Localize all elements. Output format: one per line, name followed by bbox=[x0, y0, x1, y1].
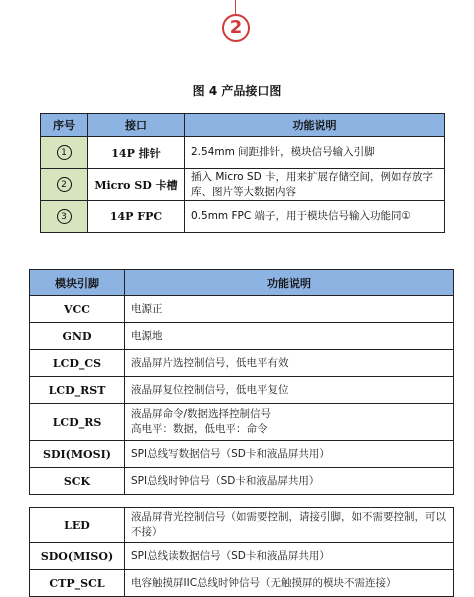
pin-desc-cell: 电容触摸屏IIC总线时钟信号（无触摸屏的模块不需连接） bbox=[125, 570, 454, 597]
row-number-cell bbox=[41, 137, 88, 169]
table-row bbox=[30, 508, 454, 543]
pin-name-cell: SDI(MOSI) bbox=[30, 441, 125, 468]
pin-desc-cell bbox=[125, 404, 454, 441]
header-function: 功能说明 bbox=[185, 114, 445, 137]
pin-table bbox=[29, 269, 454, 495]
table-row bbox=[30, 404, 454, 441]
table-row bbox=[30, 543, 454, 570]
header-pin: 模块引脚 bbox=[30, 270, 125, 296]
table-row bbox=[30, 377, 454, 404]
figure-caption: 图 4 产品接口图 bbox=[192, 84, 282, 98]
table-row bbox=[41, 169, 445, 201]
header-description: 功能说明 bbox=[125, 270, 454, 296]
function-cell: 插入 Micro SD 卡，用来扩展存储空间，例如存放字库、图片等大数据内容 bbox=[185, 169, 445, 201]
pin-desc-cell: 电源正 bbox=[125, 296, 454, 323]
table-row bbox=[30, 350, 454, 377]
table-row bbox=[30, 441, 454, 468]
pin-name-cell: SCK bbox=[30, 468, 125, 495]
pin-table-header bbox=[30, 270, 454, 296]
pin-name-cell: LED bbox=[30, 508, 125, 543]
marker-connector-line bbox=[235, 0, 236, 14]
function-cell: 2.54mm 间距排针，模块信号输入引脚 bbox=[185, 137, 445, 169]
interface-table bbox=[40, 113, 445, 233]
pin-desc-line: 高电平：数据，低电平：命令 bbox=[131, 423, 268, 435]
pin-name-cell: SDO(MISO) bbox=[30, 543, 125, 570]
row-number-badge: 3 bbox=[57, 209, 72, 224]
pin-desc-cell: 液晶屏复位控制信号，低电平复位 bbox=[125, 377, 454, 404]
pin-name-cell: LCD_CS bbox=[30, 350, 125, 377]
function-cell: 0.5mm FPC 端子，用于模块信号输入功能同① bbox=[185, 201, 445, 233]
pin-desc-line: 液晶屏命令/数据选择控制信号 bbox=[131, 408, 272, 420]
interface-table-header bbox=[41, 114, 445, 137]
pin-name-cell: VCC bbox=[30, 296, 125, 323]
row-number-badge: 2 bbox=[57, 177, 72, 192]
table-row bbox=[30, 296, 454, 323]
table-row bbox=[41, 137, 445, 169]
interface-cell: 14P FPC bbox=[88, 201, 185, 233]
pin-desc-cell: SPI总线读数据信号（SD卡和液晶屏共用） bbox=[125, 543, 454, 570]
row-number-cell bbox=[41, 169, 88, 201]
interface-cell: Micro SD 卡槽 bbox=[88, 169, 185, 201]
step-marker-badge: 2 bbox=[222, 14, 250, 42]
row-number-cell bbox=[41, 201, 88, 233]
table-row bbox=[30, 468, 454, 495]
table-row bbox=[30, 570, 454, 597]
header-no: 序号 bbox=[41, 114, 88, 137]
pin-desc-cell: 电源地 bbox=[125, 323, 454, 350]
pin-desc-cell: 液晶屏片选控制信号，低电平有效 bbox=[125, 350, 454, 377]
pin-desc-cell: SPI总线写数据信号（SD卡和液晶屏共用） bbox=[125, 441, 454, 468]
pin-name-cell: LCD_RST bbox=[30, 377, 125, 404]
row-number-badge: 1 bbox=[57, 145, 72, 160]
pin-name-cell: CTP_SCL bbox=[30, 570, 125, 597]
pin-name-cell: LCD_RS bbox=[30, 404, 125, 441]
table-row bbox=[41, 201, 445, 233]
table-row bbox=[30, 323, 454, 350]
pin-desc-cell: SPI总线时钟信号（SD卡和液晶屏共用） bbox=[125, 468, 454, 495]
pin-desc-cell: 液晶屏背光控制信号（如需要控制，请接引脚，如不需要控制，可以不接） bbox=[125, 508, 454, 543]
header-interface: 接口 bbox=[88, 114, 185, 137]
pin-table-continued bbox=[29, 507, 454, 597]
pin-name-cell: GND bbox=[30, 323, 125, 350]
interface-cell: 14P 排针 bbox=[88, 137, 185, 169]
